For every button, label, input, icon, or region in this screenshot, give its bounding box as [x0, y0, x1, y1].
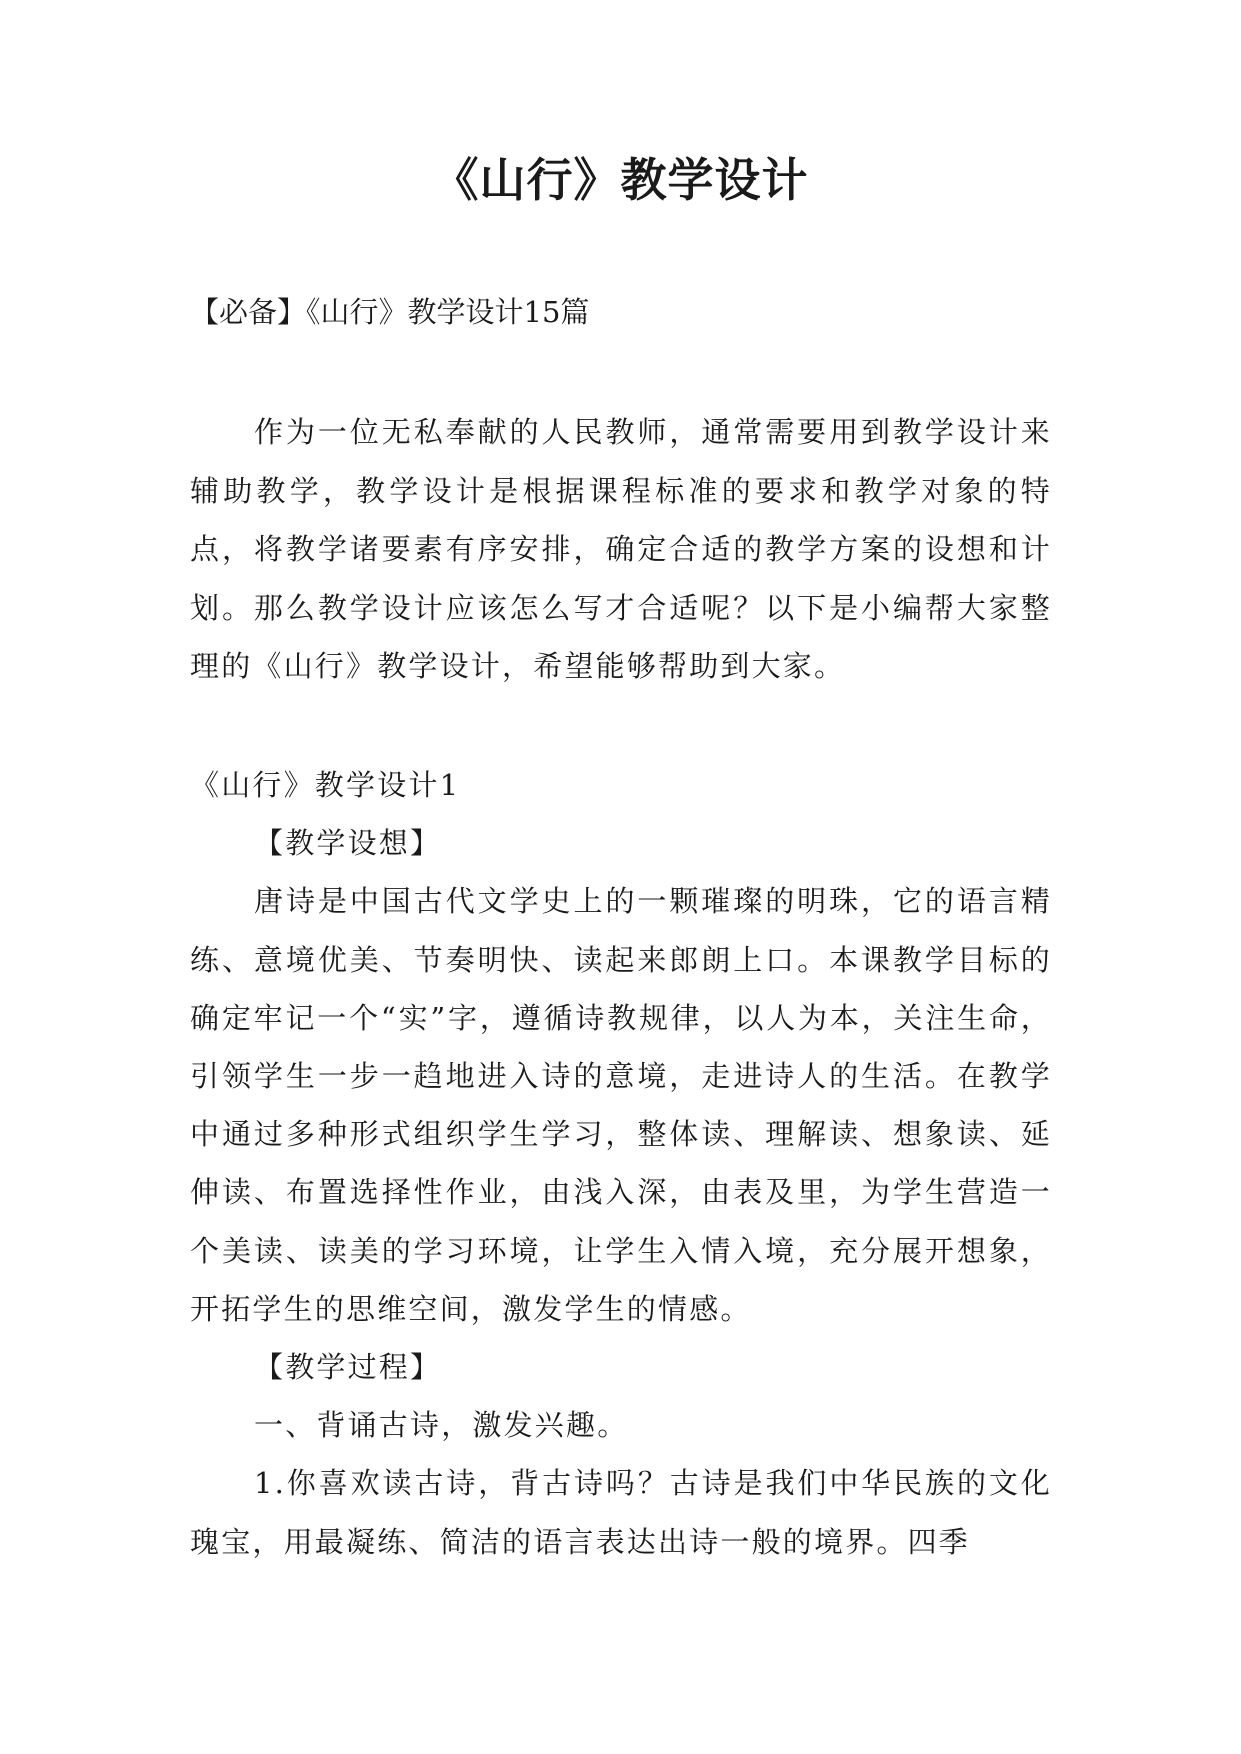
- teaching-concept-paragraph: 唐诗是中国古代文学史上的一颗璀璨的明珠，它的语言精练、意境优美、节奏明快、读起来郎朗上口。本课教学目标的确定牢记一个“实”字，遵循诗教规律，以人为本，关注生命，引领学生一步一趋地进入诗的意境，走进诗人的生活。在教学中通过多种形式组织学生学习，整体读、理解读、想象读、延伸读、布置选择性作业，由浅入深，由表及里，为学生营造一个美读、读美的学习环境，让学生入情入境，充分展开想象，开拓学生的思维空间，激发学生的情感。: [190, 884, 1052, 1326]
- label-teaching-process: 【教学过程】: [254, 1350, 442, 1385]
- document-title: 《山行》教学设计: [432, 153, 809, 207]
- step-1-item-1: 1.你喜欢读古诗，背古诗吗？古诗是我们中华民族的文化瑰宝，用最凝练、简洁的语言表达出诗一般的境界。四季: [190, 1466, 1052, 1559]
- label-teaching-concept: 【教学设想】: [254, 826, 442, 861]
- section-1: [190, 756, 1052, 1571]
- step-1-title: 一、背诵古诗，激发兴趣。: [254, 1408, 629, 1443]
- intro-paragraph: 作为一位无私奉献的人民教师，通常需要用到教学设计来辅助教学，教学设计是根据课程标准的要求和教学对象的特点，将教学诸要素有序安排，确定合适的教学方案的设想和计划。那么教学设计应该怎么写才合适呢？以下是小编帮大家整理的《山行》教学设计，希望能够帮助到大家。: [190, 415, 1052, 683]
- document-subtitle: 【必备】《山行》教学设计15篇: [190, 295, 590, 329]
- section-heading: 《山行》教学设计1: [190, 768, 461, 802]
